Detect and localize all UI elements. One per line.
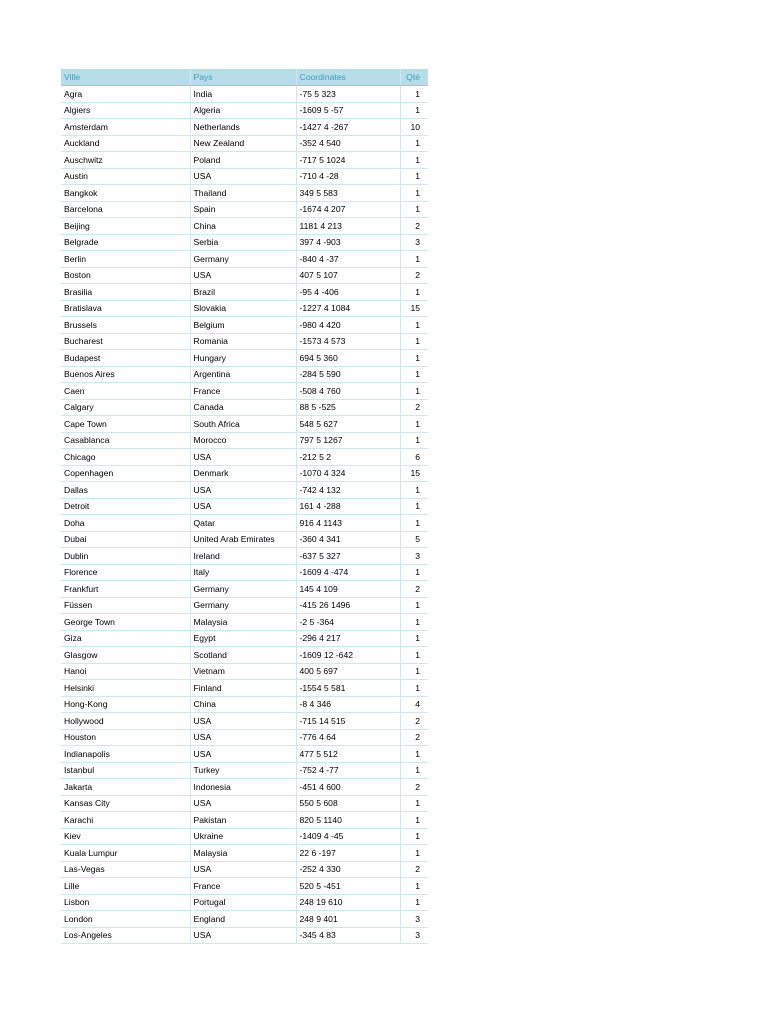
cell-pays: USA [190, 267, 296, 284]
cell-coordinates: -742 4 132 [296, 482, 400, 499]
cities-table [61, 69, 428, 944]
cell-pays: USA [190, 482, 296, 499]
cell-qte: 5 [400, 531, 428, 548]
cell-ville: Dallas [61, 482, 190, 499]
header-row [61, 69, 428, 86]
table-row [61, 729, 428, 746]
table-row [61, 911, 428, 928]
header-coordinates: Coordinates [296, 69, 400, 86]
cell-pays: Indonesia [190, 779, 296, 796]
cell-qte: 1 [400, 135, 428, 152]
cell-pays: Belgium [190, 317, 296, 334]
cell-qte: 1 [400, 878, 428, 895]
table-row [61, 779, 428, 796]
cell-pays: Pakistan [190, 812, 296, 829]
cell-qte: 15 [400, 300, 428, 317]
cell-coordinates: 1181 4 213 [296, 218, 400, 235]
cell-ville: Las-Vegas [61, 861, 190, 878]
cell-pays: Turkey [190, 762, 296, 779]
cell-ville: Beijing [61, 218, 190, 235]
cell-pays: China [190, 218, 296, 235]
cell-pays: Netherlands [190, 119, 296, 136]
table-row [61, 878, 428, 895]
table-row [61, 861, 428, 878]
cell-pays: Germany [190, 581, 296, 598]
cell-coordinates: -360 4 341 [296, 531, 400, 548]
cell-coordinates: 550 5 608 [296, 795, 400, 812]
table-row [61, 795, 428, 812]
cell-ville: Kiev [61, 828, 190, 845]
cell-qte: 3 [400, 927, 428, 944]
cell-coordinates: -415 26 1496 [296, 597, 400, 614]
cell-pays: Germany [190, 597, 296, 614]
cell-qte: 2 [400, 399, 428, 416]
cell-coordinates: -715 14 515 [296, 713, 400, 730]
cell-qte: 1 [400, 828, 428, 845]
table-row [61, 201, 428, 218]
cell-coordinates: -212 5 2 [296, 449, 400, 466]
table-row [61, 482, 428, 499]
cell-ville: London [61, 911, 190, 928]
cell-qte: 1 [400, 614, 428, 631]
cell-qte: 1 [400, 515, 428, 532]
cell-pays: USA [190, 498, 296, 515]
cell-pays: USA [190, 449, 296, 466]
cell-coordinates: 88 5 -525 [296, 399, 400, 416]
cell-coordinates: -1427 4 -267 [296, 119, 400, 136]
cell-coordinates: 161 4 -288 [296, 498, 400, 515]
cell-qte: 2 [400, 267, 428, 284]
cell-pays: France [190, 878, 296, 895]
cell-coordinates: 694 5 360 [296, 350, 400, 367]
cell-pays: Canada [190, 399, 296, 416]
table-row [61, 630, 428, 647]
cell-coordinates: 797 5 1267 [296, 432, 400, 449]
cell-ville: Chicago [61, 449, 190, 466]
cell-ville: Bangkok [61, 185, 190, 202]
table-row [61, 152, 428, 169]
table-row [61, 515, 428, 532]
cell-coordinates: -717 5 1024 [296, 152, 400, 169]
table-row [61, 267, 428, 284]
cell-pays: England [190, 911, 296, 928]
table-row [61, 597, 428, 614]
cell-ville: Berlin [61, 251, 190, 268]
cell-qte: 1 [400, 680, 428, 697]
table-row [61, 581, 428, 598]
cell-qte: 1 [400, 366, 428, 383]
table-row [61, 251, 428, 268]
cell-pays: United Arab Emirates [190, 531, 296, 548]
cell-qte: 1 [400, 333, 428, 350]
cell-coordinates: -1674 4 207 [296, 201, 400, 218]
cell-pays: USA [190, 861, 296, 878]
table-row [61, 383, 428, 400]
cell-coordinates: 248 19 610 [296, 894, 400, 911]
cell-qte: 1 [400, 432, 428, 449]
cell-pays: France [190, 383, 296, 400]
header-qte: Qté [400, 69, 428, 86]
cell-pays: USA [190, 927, 296, 944]
cell-qte: 1 [400, 416, 428, 433]
cell-ville: Barcelona [61, 201, 190, 218]
cell-ville: Füssen [61, 597, 190, 614]
cell-coordinates: 400 5 697 [296, 663, 400, 680]
cell-qte: 2 [400, 779, 428, 796]
table-row [61, 333, 428, 350]
cell-qte: 1 [400, 350, 428, 367]
cell-coordinates: 916 4 1143 [296, 515, 400, 532]
cell-coordinates: -1609 12 -642 [296, 647, 400, 664]
cell-qte: 1 [400, 498, 428, 515]
cell-qte: 1 [400, 746, 428, 763]
table-row [61, 366, 428, 383]
cell-qte: 2 [400, 713, 428, 730]
table-row [61, 300, 428, 317]
cell-qte: 1 [400, 597, 428, 614]
cell-coordinates: -508 4 760 [296, 383, 400, 400]
header-pays: Pays [190, 69, 296, 86]
table-row [61, 135, 428, 152]
cell-pays: Denmark [190, 465, 296, 482]
cell-qte: 1 [400, 201, 428, 218]
table-row [61, 531, 428, 548]
cell-ville: Auckland [61, 135, 190, 152]
cell-pays: Poland [190, 152, 296, 169]
table-row [61, 762, 428, 779]
table-row [61, 218, 428, 235]
table-row [61, 119, 428, 136]
table-row [61, 647, 428, 664]
cell-qte: 1 [400, 845, 428, 862]
cell-ville: Glasgow [61, 647, 190, 664]
cell-qte: 1 [400, 317, 428, 334]
cell-ville: Helsinki [61, 680, 190, 697]
table-row [61, 548, 428, 565]
cell-qte: 10 [400, 119, 428, 136]
cell-coordinates: -752 4 -77 [296, 762, 400, 779]
cell-qte: 1 [400, 812, 428, 829]
table-row [61, 663, 428, 680]
cell-ville: Algiers [61, 102, 190, 119]
cell-ville: Budapest [61, 350, 190, 367]
cell-ville: Lille [61, 878, 190, 895]
cell-coordinates: -95 4 -406 [296, 284, 400, 301]
table-row [61, 416, 428, 433]
cell-qte: 1 [400, 564, 428, 581]
cell-coordinates: -345 4 83 [296, 927, 400, 944]
cell-coordinates: -2 5 -364 [296, 614, 400, 631]
cell-ville: Belgrade [61, 234, 190, 251]
cell-qte: 1 [400, 152, 428, 169]
cell-coordinates: -710 4 -28 [296, 168, 400, 185]
table-row [61, 185, 428, 202]
table-row [61, 498, 428, 515]
table-row [61, 399, 428, 416]
cell-ville: Houston [61, 729, 190, 746]
table-row [61, 564, 428, 581]
table-row [61, 894, 428, 911]
cell-coordinates: -8 4 346 [296, 696, 400, 713]
cell-coordinates: -252 4 330 [296, 861, 400, 878]
cell-pays: Ukraine [190, 828, 296, 845]
cell-qte: 3 [400, 911, 428, 928]
cell-ville: Buenos Aires [61, 366, 190, 383]
cell-coordinates: 407 5 107 [296, 267, 400, 284]
cell-coordinates: -1609 5 -57 [296, 102, 400, 119]
cell-pays: Malaysia [190, 845, 296, 862]
table-row [61, 465, 428, 482]
cell-coordinates: 477 5 512 [296, 746, 400, 763]
cell-coordinates: 145 4 109 [296, 581, 400, 598]
table-row [61, 927, 428, 944]
cell-coordinates: -980 4 420 [296, 317, 400, 334]
cell-qte: 2 [400, 581, 428, 598]
cell-pays: Germany [190, 251, 296, 268]
cell-coordinates: -75 5 323 [296, 86, 400, 103]
cell-qte: 1 [400, 102, 428, 119]
cell-pays: China [190, 696, 296, 713]
cell-pays: USA [190, 729, 296, 746]
cell-ville: Florence [61, 564, 190, 581]
cell-qte: 1 [400, 894, 428, 911]
cell-ville: Kansas City [61, 795, 190, 812]
cell-ville: Karachi [61, 812, 190, 829]
table-row [61, 449, 428, 466]
table-row [61, 102, 428, 119]
cell-pays: USA [190, 746, 296, 763]
cell-qte: 3 [400, 548, 428, 565]
table-row [61, 812, 428, 829]
cell-pays: Spain [190, 201, 296, 218]
table-row [61, 234, 428, 251]
cell-qte: 2 [400, 861, 428, 878]
cell-qte: 1 [400, 795, 428, 812]
cell-coordinates: 820 5 1140 [296, 812, 400, 829]
cell-pays: Finland [190, 680, 296, 697]
table-body [61, 86, 428, 944]
table-row [61, 284, 428, 301]
cell-ville: Boston [61, 267, 190, 284]
cell-pays: Scotland [190, 647, 296, 664]
cell-ville: Hollywood [61, 713, 190, 730]
cell-pays: Portugal [190, 894, 296, 911]
cell-pays: USA [190, 713, 296, 730]
cell-pays: Vietnam [190, 663, 296, 680]
cell-ville: Jakarta [61, 779, 190, 796]
cell-pays: Egypt [190, 630, 296, 647]
table-row [61, 317, 428, 334]
cell-coordinates: 397 4 -903 [296, 234, 400, 251]
cell-ville: Copenhagen [61, 465, 190, 482]
cell-pays: South Africa [190, 416, 296, 433]
cell-ville: Austin [61, 168, 190, 185]
cell-coordinates: -296 4 217 [296, 630, 400, 647]
cell-coordinates: 248 9 401 [296, 911, 400, 928]
cell-pays: Malaysia [190, 614, 296, 631]
cell-ville: Agra [61, 86, 190, 103]
cell-qte: 1 [400, 251, 428, 268]
cell-coordinates: -776 4 64 [296, 729, 400, 746]
cell-ville: Brasilia [61, 284, 190, 301]
cell-pays: Brazil [190, 284, 296, 301]
cell-ville: Bratislava [61, 300, 190, 317]
cell-ville: Brussels [61, 317, 190, 334]
cell-coordinates: -284 5 590 [296, 366, 400, 383]
cell-pays: Qatar [190, 515, 296, 532]
cell-ville: Istanbul [61, 762, 190, 779]
cell-qte: 6 [400, 449, 428, 466]
table-row [61, 713, 428, 730]
cell-ville: Hanoi [61, 663, 190, 680]
cell-qte: 15 [400, 465, 428, 482]
cell-coordinates: 349 5 583 [296, 185, 400, 202]
cell-ville: Casablanca [61, 432, 190, 449]
cell-coordinates: -1573 4 573 [296, 333, 400, 350]
cell-qte: 2 [400, 218, 428, 235]
cell-ville: Giza [61, 630, 190, 647]
cell-ville: Dublin [61, 548, 190, 565]
cell-qte: 1 [400, 663, 428, 680]
cell-ville: Hong-Kong [61, 696, 190, 713]
cell-ville: Indianapolis [61, 746, 190, 763]
table-row [61, 696, 428, 713]
cell-ville: Amsterdam [61, 119, 190, 136]
cell-pays: Argentina [190, 366, 296, 383]
cell-pays: Slovakia [190, 300, 296, 317]
cell-ville: Los-Angeles [61, 927, 190, 944]
cell-coordinates: 520 5 -451 [296, 878, 400, 895]
cell-pays: Hungary [190, 350, 296, 367]
cell-ville: Detroit [61, 498, 190, 515]
cell-qte: 3 [400, 234, 428, 251]
cell-coordinates: -840 4 -37 [296, 251, 400, 268]
cell-coordinates: -1227 4 1084 [296, 300, 400, 317]
cell-qte: 2 [400, 729, 428, 746]
cell-coordinates: -1409 4 -45 [296, 828, 400, 845]
cell-ville: Dubai [61, 531, 190, 548]
cell-coordinates: 22 6 -197 [296, 845, 400, 862]
cell-pays: Algeria [190, 102, 296, 119]
table-row [61, 350, 428, 367]
cell-ville: Kuala Lumpur [61, 845, 190, 862]
table-row [61, 746, 428, 763]
cell-qte: 1 [400, 168, 428, 185]
cell-qte: 1 [400, 630, 428, 647]
header-ville: Ville [61, 69, 190, 86]
cell-coordinates: -1609 4 -474 [296, 564, 400, 581]
cell-coordinates: 548 5 627 [296, 416, 400, 433]
table-row [61, 168, 428, 185]
cell-qte: 1 [400, 185, 428, 202]
cell-pays: Serbia [190, 234, 296, 251]
cell-qte: 1 [400, 284, 428, 301]
table-row [61, 614, 428, 631]
cell-coordinates: -637 5 327 [296, 548, 400, 565]
cell-qte: 1 [400, 86, 428, 103]
cell-pays: USA [190, 168, 296, 185]
table-row [61, 680, 428, 697]
cell-coordinates: -1070 4 324 [296, 465, 400, 482]
cell-qte: 4 [400, 696, 428, 713]
cell-pays: Ireland [190, 548, 296, 565]
cell-qte: 1 [400, 647, 428, 664]
cell-ville: Auschwitz [61, 152, 190, 169]
cell-qte: 1 [400, 482, 428, 499]
cell-pays: Morocco [190, 432, 296, 449]
cell-ville: Doha [61, 515, 190, 532]
cell-qte: 1 [400, 762, 428, 779]
cell-ville: George Town [61, 614, 190, 631]
cell-pays: USA [190, 795, 296, 812]
table-row [61, 828, 428, 845]
cell-pays: Thailand [190, 185, 296, 202]
cell-pays: Italy [190, 564, 296, 581]
cell-ville: Lisbon [61, 894, 190, 911]
cell-coordinates: -352 4 540 [296, 135, 400, 152]
cell-coordinates: -451 4 600 [296, 779, 400, 796]
cell-ville: Calgary [61, 399, 190, 416]
table-row [61, 86, 428, 103]
table-row [61, 432, 428, 449]
cell-coordinates: -1554 5 581 [296, 680, 400, 697]
cell-qte: 1 [400, 383, 428, 400]
cell-pays: New Zealand [190, 135, 296, 152]
cell-ville: Bucharest [61, 333, 190, 350]
cell-pays: India [190, 86, 296, 103]
cell-ville: Frankfurt [61, 581, 190, 598]
table-row [61, 845, 428, 862]
cell-ville: Cape Town [61, 416, 190, 433]
cell-ville: Caen [61, 383, 190, 400]
cell-pays: Romania [190, 333, 296, 350]
